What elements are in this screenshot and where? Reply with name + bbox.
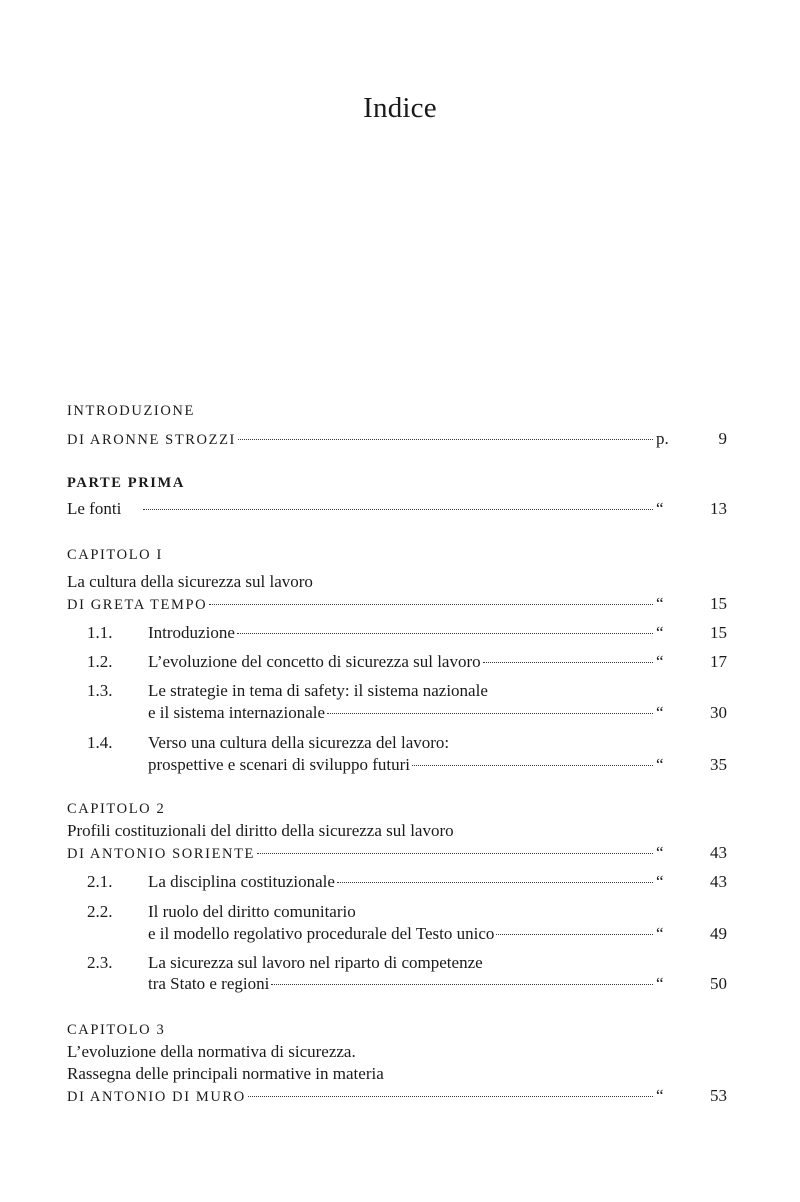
section-number: 1.4. — [87, 733, 113, 752]
section-entry — [148, 973, 670, 995]
dot-leader — [237, 633, 653, 634]
page-number: 53 — [710, 1086, 727, 1105]
section-entry — [148, 923, 670, 945]
chapter-author: DI ANTONIO DI MURO — [67, 1089, 246, 1105]
section-entry — [148, 702, 670, 724]
chapter-author-entry — [67, 593, 670, 616]
dot-leader — [257, 853, 653, 854]
page-number: 50 — [710, 974, 727, 993]
dot-leader — [271, 984, 653, 985]
dot-leader — [327, 713, 653, 714]
dot-leader — [337, 882, 653, 883]
dot-leader — [209, 604, 653, 605]
page-number: 15 — [710, 594, 727, 613]
section-number: 2.1. — [87, 872, 113, 891]
section-title: La sicurezza sul lavoro nel riparto di competenze — [148, 953, 483, 972]
chapter-title: L’evoluzione della normativa di sicurezza. — [67, 1042, 356, 1061]
page-title: Indice — [363, 92, 437, 124]
section-number: 1.3. — [87, 681, 113, 700]
chapter-author-entry — [67, 842, 670, 865]
page-mark: “ — [656, 1086, 664, 1105]
chapter-title: Profili costituzionali del diritto della sicurezza sul lavoro — [67, 821, 454, 840]
parte-prima-title: Le fonti — [67, 499, 122, 518]
page-number: 17 — [710, 652, 727, 671]
dot-leader — [483, 662, 653, 663]
section-entry — [148, 871, 670, 893]
chapter-label: CAPITOLO 2 — [67, 801, 166, 817]
section-number: 2.2. — [87, 902, 113, 921]
page-mark: “ — [656, 924, 664, 943]
chapter-label: CAPITOLO 3 — [67, 1022, 166, 1038]
dot-leader — [238, 439, 653, 440]
section-title: Le strategie in tema di safety: il sistema nazionale — [148, 681, 488, 700]
page-number: 13 — [710, 499, 727, 518]
chapter-author: DI ANTONIO SORIENTE — [67, 846, 256, 862]
section-title-cont: e il modello regolativo procedurale del Testo unico — [148, 924, 495, 943]
page-mark: p. — [656, 429, 669, 448]
dot-leader — [143, 509, 653, 510]
parte-prima-label: PARTE PRIMA — [67, 475, 185, 491]
chapter-label: CAPITOLO I — [67, 547, 163, 563]
section-title-cont: prospettive e scenari di sviluppo futuri — [148, 755, 411, 774]
dot-leader — [248, 1096, 653, 1097]
chapter-author-entry — [67, 1085, 670, 1108]
intro-author: DI ARONNE STROZZI — [67, 432, 236, 448]
dot-leader — [412, 765, 653, 766]
chapter-title: La cultura della sicurezza sul lavoro — [67, 572, 313, 591]
section-number: 2.3. — [87, 953, 113, 972]
page-number: 30 — [710, 703, 727, 722]
section-title: La disciplina costituzionale — [148, 872, 335, 891]
page-mark: “ — [656, 499, 664, 518]
page-number: 43 — [710, 872, 727, 891]
intro-entry — [67, 428, 670, 451]
page-mark: “ — [656, 755, 664, 774]
section-entry — [148, 754, 670, 776]
section-title: L’evoluzione del concetto di sicurezza sul lavoro — [148, 652, 481, 671]
page-mark: “ — [656, 872, 664, 891]
chapter-author: DI GRETA TEMPO — [67, 597, 208, 613]
page-mark: “ — [656, 652, 664, 671]
page-mark: “ — [656, 703, 664, 722]
page-mark: “ — [656, 594, 664, 613]
page-number: 49 — [710, 924, 727, 943]
page-number: 43 — [710, 843, 727, 862]
section-entry — [148, 622, 670, 644]
parte-prima-entry — [67, 498, 670, 520]
section-entry — [148, 651, 670, 673]
section-title-cont: tra Stato e regioni — [148, 974, 270, 993]
page-mark: “ — [656, 843, 664, 862]
section-title: Introduzione — [148, 623, 235, 642]
page-mark: “ — [656, 974, 664, 993]
section-title: Il ruolo del diritto comunitario — [148, 902, 356, 921]
dot-leader — [496, 934, 653, 935]
section-number: 1.1. — [87, 623, 113, 642]
intro-label: INTRODUZIONE — [67, 403, 195, 419]
page-number: 15 — [710, 623, 727, 642]
page-number: 35 — [710, 755, 727, 774]
section-title: Verso una cultura della sicurezza del lavoro: — [148, 733, 450, 752]
page-mark: “ — [656, 623, 664, 642]
section-number: 1.2. — [87, 652, 113, 671]
section-title-cont: e il sistema internazionale — [148, 703, 326, 722]
chapter-title-cont: Rassegna delle principali normative in materia — [67, 1064, 384, 1083]
page-number: 9 — [718, 429, 727, 448]
